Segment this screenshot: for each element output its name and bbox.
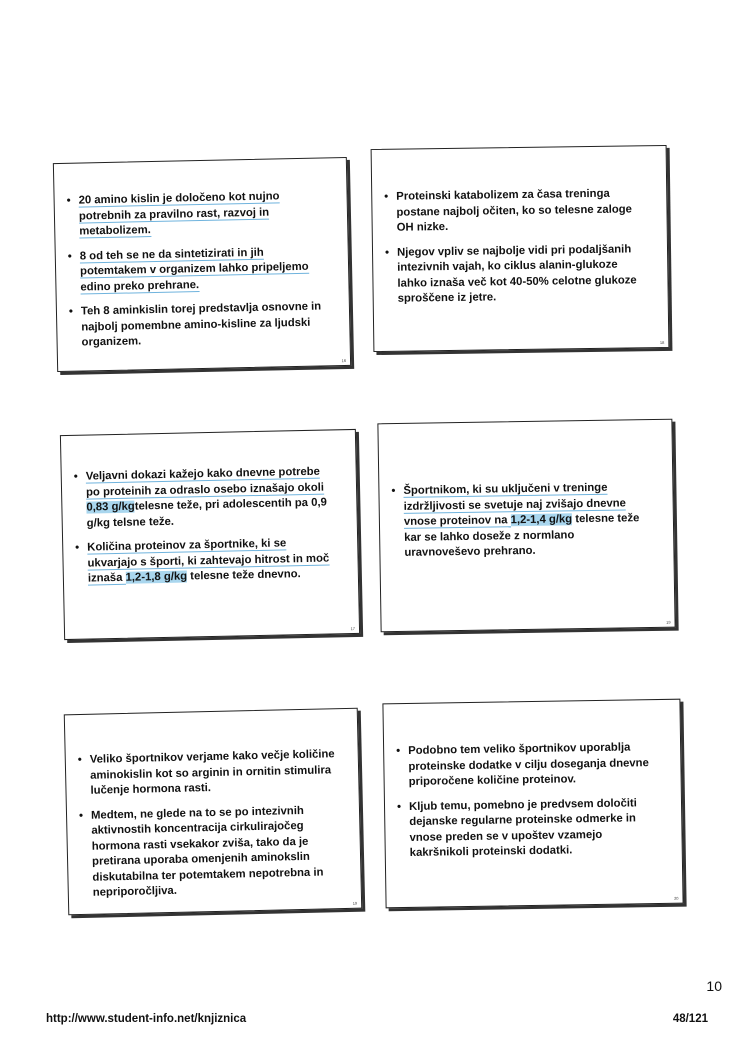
bullet-text: Kljub temu, pomebno je predvsem določiti dejanske regularne proteinske odmerke in vnose preden se v upoštev vzamejo kakršnikoli proteinski dodatki. bbox=[408, 796, 637, 859]
slide-number: 19 bbox=[352, 900, 358, 906]
bullet-item bbox=[383, 242, 648, 308]
slide-1 bbox=[53, 157, 351, 372]
bullet-item bbox=[64, 188, 329, 240]
highlighted-text: 1,2-1,8 g/kg bbox=[125, 570, 188, 584]
underlined-text: 8 od teh se ne da sintetizirati in jih potemtakem v organizem lahko pripeljemo edino preko prehrane. bbox=[79, 246, 309, 294]
slide-bullets bbox=[382, 186, 648, 307]
bullet-item bbox=[67, 299, 332, 351]
underlined-text: 20 amino kislin je določeno kot nujno potrebnih za pravilno rast, razvoj in metabolizem. bbox=[78, 190, 280, 238]
bullet-text: telesne teže, pri adolescentih pa 0,9 g/kg telsne teže. bbox=[86, 496, 327, 530]
bullet-text: Veliko športnikov verjame kako večje količine aminokislin kot so arginin in ornitin stimulira lučenje hormona rasti. bbox=[89, 748, 335, 797]
slide-3 bbox=[60, 429, 360, 640]
bullet-text: telesne teže kar se lahko doseže z normlano uravnoveševo prehrano. bbox=[404, 512, 640, 559]
slide-bullets bbox=[72, 464, 336, 587]
underlined-text: Količina proteinov za športnike, ki se ukvarjajo s športi, ki zahtevajo hitrost in moč iznaša bbox=[87, 537, 330, 585]
bullet-item bbox=[382, 186, 647, 236]
bullet-item bbox=[394, 740, 659, 791]
bullet-item bbox=[72, 464, 335, 531]
slide-bullets bbox=[76, 747, 339, 901]
bullet-text: Podobno tem veliko športnikov uporablja proteinske dodatke v cilju doseganja dnevne priporočene količine proteinov. bbox=[408, 741, 649, 788]
slide-bullets bbox=[394, 740, 660, 862]
bullet-item bbox=[77, 803, 339, 902]
slide-2 bbox=[371, 145, 670, 352]
slide-number: 19 bbox=[666, 619, 671, 625]
footer-page-count: 48/121 bbox=[672, 1013, 708, 1025]
bullet-item bbox=[395, 796, 660, 862]
slide-4 bbox=[377, 419, 675, 633]
bullet-text: Proteinski katabolizem za časa treninga postane najbolj očiten, ko so telesne zaloge OH nizke. bbox=[396, 187, 632, 234]
slide-number: 16 bbox=[341, 358, 347, 364]
slide-bullets bbox=[389, 480, 653, 562]
page-number: 10 bbox=[706, 978, 722, 994]
slide-number: 17 bbox=[350, 625, 356, 632]
highlighted-text: 1,2-1,4 g/kg bbox=[510, 513, 573, 527]
highlighted-text: 0,83 g/kg bbox=[86, 500, 135, 514]
slide-bullets bbox=[64, 188, 331, 351]
slide-5 bbox=[64, 708, 362, 916]
bullet-item bbox=[66, 244, 331, 296]
bullet-text: Teh 8 aminkislin torej predstavlja osnovne in najbolj pomembne amino-kisline za ljudski organizem. bbox=[80, 300, 322, 349]
slide-number: 18 bbox=[659, 339, 665, 346]
slide-6 bbox=[382, 699, 683, 909]
bullet-item bbox=[389, 480, 653, 562]
bullet-item bbox=[73, 535, 336, 587]
bullet-text: Medtem, ne glede na to se po intezivnih aktivnostih koncentracija cirkulirajočeg hormona rasti vsekakor zviša, tako da je pretirana uporaba omenjenih aminokslin diskutabilna ter potemtakem nepotrebna in nepriporočljiva. bbox=[90, 804, 324, 899]
bullet-text: telesne teže dnevno. bbox=[186, 568, 301, 583]
bullet-text: Njegov vpliv se najbolje vidi pri podaljšanih intezivnih vajah, ko ciklus alanin-glukoze lahko iznaša več kot 40-50% celotne glukoze sproščene iz jetre. bbox=[396, 242, 637, 305]
footer-url[interactable]: http://www.student-info.net/knjiznica bbox=[46, 1013, 247, 1025]
underlined-text: Veljavni dokazi kažejo kako dnevne potrebe po proteinih za odraslo osebo iznašajo okoli bbox=[85, 465, 325, 499]
bullet-item bbox=[76, 747, 337, 799]
underlined-text: Športnikom, ki su uključeni v treninge izdržljivosti se svetuje naj zvišajo dnevne vnose proteinov na bbox=[403, 481, 627, 528]
slide-number: 20 bbox=[674, 895, 679, 901]
